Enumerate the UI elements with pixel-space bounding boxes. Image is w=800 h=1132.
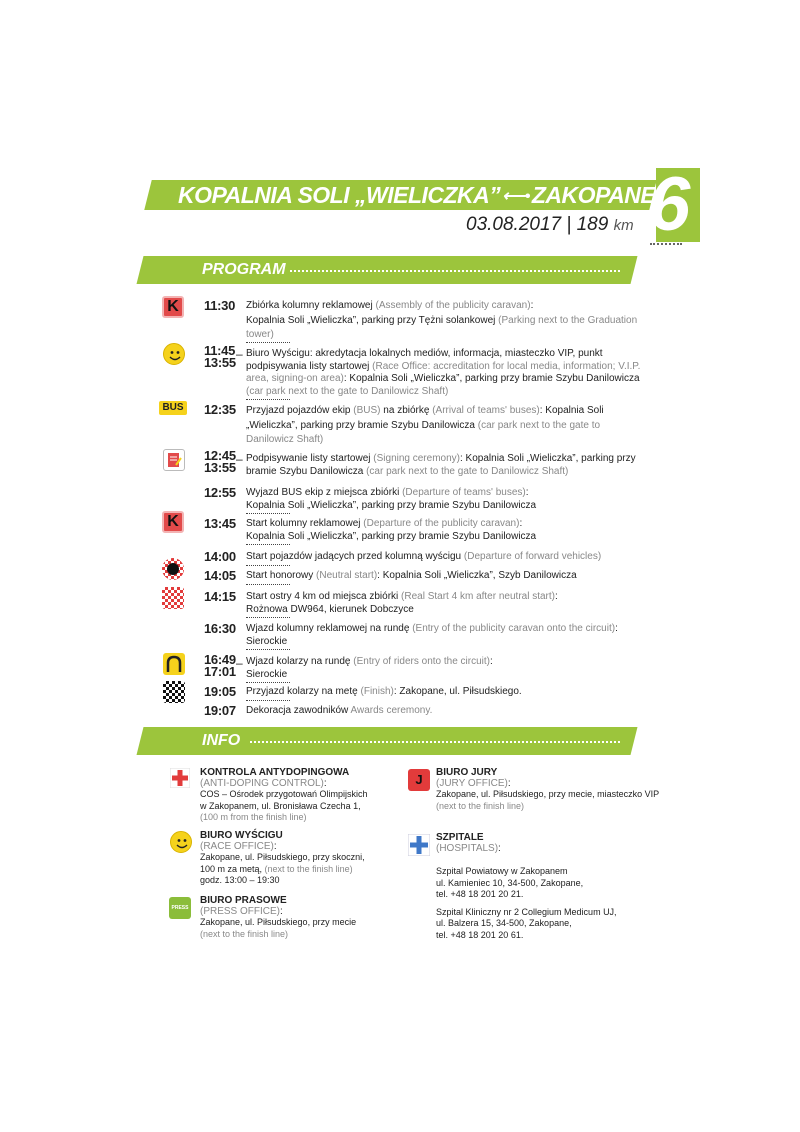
program-time: 14:15 bbox=[204, 589, 236, 604]
program-item: Przyjazd kolarzy na metę (Finish): Zakopane, ul. Piłsudskiego. bbox=[246, 686, 641, 701]
race-office-info: BIURO WYŚCIGU (RACE OFFICE): Zakopane, ul. Piłsudskiego, przy skoczni, 100 m za metą, (next to the finish line) godz. 13:00 – 19:30 bbox=[200, 830, 365, 885]
program-time: 12:55 bbox=[204, 485, 236, 500]
program-time: 16:49 17:01 bbox=[204, 652, 236, 679]
program-time: 12:45 13:55 bbox=[204, 448, 236, 475]
hospital-cross-icon bbox=[408, 834, 430, 856]
program-item: Wjazd kolumny reklamowej na rundę (Entry of the publicity caravan onto the circuit): Sierockie bbox=[246, 623, 641, 650]
program-item: Przyjazd pojazdów ekip (BUS) na zbiórkę (Arrival of teams' buses): Kopalnia Soli „Wieliczka”, parking przy bramie Szybu Danilowicza (car park next to the gate to Danilowicz Shaft) bbox=[246, 405, 604, 445]
time-range-dash: – bbox=[236, 347, 243, 361]
stage-distance: 189 bbox=[576, 214, 609, 235]
program-item: Start honorowy (Neutral start): Kopalnia Soli „Wieliczka”, Szyb Danilowicza bbox=[246, 570, 641, 585]
stage-date: 03.08.2017 bbox=[466, 214, 562, 235]
route-arrow-icon: ⟵• bbox=[502, 187, 530, 205]
program-time: 19:05 bbox=[204, 684, 236, 699]
program-item: Start kolumny reklamowej (Departure of the publicity caravan): Kopalnia Soli „Wieliczka”, parking przy bramie Szybu Danilowicza bbox=[246, 518, 641, 545]
divider bbox=[650, 243, 682, 245]
divider bbox=[250, 741, 620, 743]
real-start-flag-icon bbox=[162, 587, 184, 609]
program-item: Wjazd kolarzy na rundę (Entry of riders onto the circuit): Sierockie bbox=[246, 656, 641, 683]
program-time: 16:30 bbox=[204, 621, 236, 636]
program-item: Start ostry 4 km od miejsca zbiórki (Real Start 4 km after neutral start): Rożnowa DW964, kierunek Dobczyce bbox=[246, 591, 641, 618]
smiley-icon bbox=[163, 343, 185, 365]
caravan-k-icon: K bbox=[162, 511, 184, 533]
press-icon: PRESS bbox=[169, 897, 191, 919]
finish-location: ZAKOPANE bbox=[531, 182, 656, 208]
neutral-start-flag-icon bbox=[162, 558, 184, 580]
program-item: Start pojazdów jadących przed kolumną wyścigu (Departure of forward vehicles) bbox=[246, 551, 641, 566]
program-time: 11:30 bbox=[204, 298, 236, 313]
jury-office-info: BIURO JURY (JURY OFFICE): Zakopane, ul. Piłsudskiego, przy mecie, miasteczko VIP (next to the finish line) bbox=[436, 767, 660, 811]
program-time: 11:45 13:55 bbox=[204, 343, 236, 370]
time-range-dash: – bbox=[236, 656, 243, 670]
antidoping-info: KONTROLA ANTYDOPINGOWA (ANTI-DOPING CONTROL): COS – Ośrodek przygotowań Olimpijskich w Zakopanem, ul. Bronisława Czecha 1, (100 m from the finish line) bbox=[200, 767, 368, 822]
signing-sheet-icon bbox=[163, 449, 185, 471]
stage-title bbox=[178, 180, 655, 212]
program-item: Podpisywanie listy startowej (Signing ceremony): Kopalnia Soli „Wieliczka”, parking przy bramie Szybu Danilowicza (car park next to the gate to Danilowicz Shaft) bbox=[246, 453, 636, 477]
program-time: 12:35 bbox=[204, 402, 236, 417]
program-item: Zbiórka kolumny reklamowej (Assembly of the publicity caravan): Kopalnia Soli „Wieliczka”, parking przy Tężni solankowej (Parking next to the Graduation tower) bbox=[246, 300, 641, 343]
bus-icon: BUS bbox=[159, 401, 187, 415]
press-office-info: BIURO PRASOWE (PRESS OFFICE): Zakopane, ul. Piłsudskiego, przy mecie (next to the finish line) bbox=[200, 895, 357, 939]
divider bbox=[290, 270, 620, 272]
jury-icon: J bbox=[408, 769, 430, 791]
finish-flag-icon bbox=[163, 681, 185, 703]
start-location: KOPALNIA SOLI „WIELICZKA” bbox=[178, 182, 501, 208]
program-item: Wyjazd BUS ekip z miejsca zbiórki (Departure of teams' buses): Kopalnia Soli „Wieliczka”, parking przy bramie Szybu Danilowicza bbox=[246, 487, 641, 514]
program-item: Biuro Wyścigu: akredytacja lokalnych mediów, informacja, miasteczko VIP, punkt podpisywania listy startowej (Race Office: accreditation for local media, information; V.I.P. area, signing-on area): Kopalnia Soli „Wieliczka”, parking przy bramie Szybu Danilowicza (car park next to the gate to Danilowicz Shaft) bbox=[246, 348, 641, 400]
red-cross-icon bbox=[170, 768, 190, 788]
program-time: 14:00 bbox=[204, 549, 236, 564]
time-range-dash: – bbox=[236, 452, 243, 466]
stage-date-distance: 03.08.2017 | 189 km bbox=[466, 214, 634, 235]
hospitals-info: SZPITALE (HOSPITALS): Szpital Powiatowy w Zakopanem ul. Kamieniec 10, 34-500, Zakopane, tel. +48 18 201 20 21. Szpital Kliniczny nr 2 Collegium Medicum UJ, ul. Balzera 15, 34-500, Zakopane, tel. +48 18 201 20 61. bbox=[436, 832, 617, 940]
info-heading: INFO bbox=[202, 732, 241, 749]
caravan-k-icon: K bbox=[162, 296, 184, 318]
program-heading: PROGRAM bbox=[202, 261, 286, 278]
program-time: 13:45 bbox=[204, 516, 236, 531]
smiley-icon bbox=[170, 831, 192, 853]
program-time: 19:07 bbox=[204, 703, 236, 718]
program-item: Dekoracja zawodników Awards ceremony. bbox=[246, 705, 433, 716]
stage-number: 6 bbox=[648, 162, 691, 247]
program-time: 14:05 bbox=[204, 568, 236, 583]
circuit-arch-icon bbox=[163, 653, 185, 675]
